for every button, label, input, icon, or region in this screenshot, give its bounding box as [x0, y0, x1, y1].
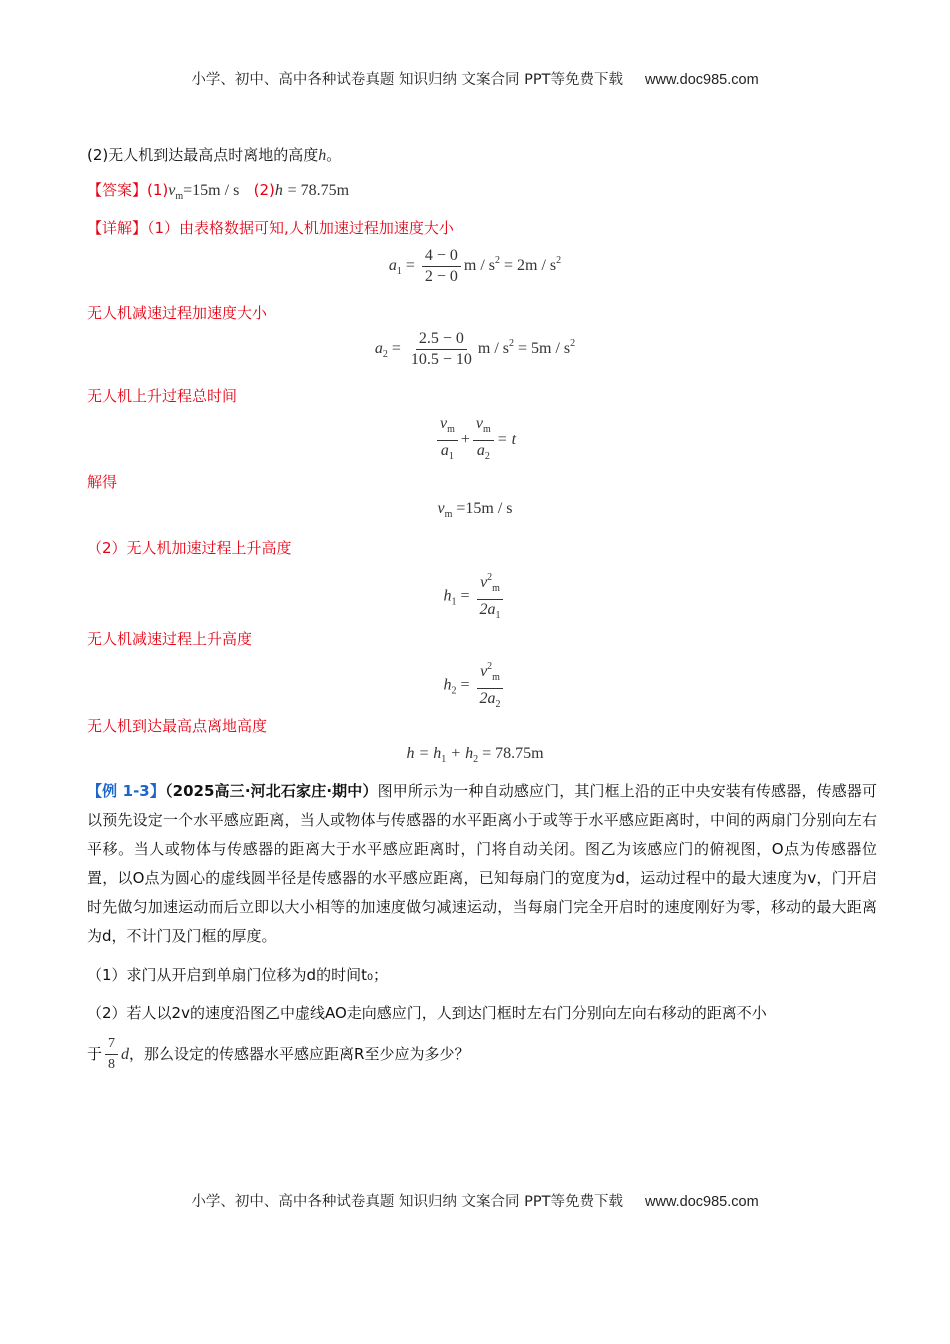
detail-line: [87, 217, 454, 238]
detail-label: 【详解】: [87, 219, 148, 237]
sub: 1: [396, 266, 402, 278]
m: m: [447, 424, 455, 435]
s: 1: [448, 451, 454, 462]
v: v: [439, 415, 448, 432]
example-paragraph: [87, 777, 877, 951]
s: 2: [473, 754, 479, 765]
text-decel: 无人机减速过程加速度大小: [87, 304, 268, 322]
h: h: [443, 676, 452, 694]
den: 2 − 0: [424, 268, 458, 285]
formula-h1: $h_1$ = $\frac{v^2_m}{2a_1}$: [0, 568, 950, 626]
q-text: (2)无人机到达最高点时离地的高度: [87, 146, 319, 164]
eq: =15m / s: [456, 500, 513, 517]
v: v: [168, 182, 176, 199]
s: 1: [441, 754, 447, 765]
page-header: [0, 68, 950, 89]
result: = 5m / s: [518, 340, 571, 358]
den: 2a: [479, 690, 496, 707]
a1: (1): [147, 181, 169, 199]
h: h: [274, 182, 283, 199]
text-h1: （2）无人机加速过程上升高度: [87, 539, 292, 557]
sub-question-2: （2）若人以2v的速度沿图乙中虚线AO走向感应门，人到达门框时左右门分别向左向右移动的距离不小: [87, 1004, 767, 1022]
var-h: h: [318, 147, 327, 164]
s: 1: [451, 596, 457, 608]
text-h: 无人机到达最高点离地高度: [87, 717, 268, 735]
formula-a1: $a_1$ = $\frac{4 - 0}{2 - 0}$ $m / s^2 = 2m / s^2$: [388, 247, 562, 285]
header-url[interactable]: www.doc985.com: [645, 72, 759, 88]
plus: +: [460, 431, 470, 449]
s: 2: [484, 451, 490, 462]
sub-m: m: [175, 191, 184, 202]
d: d: [121, 1046, 130, 1063]
q-pre: 于: [87, 1045, 103, 1063]
formula-time: $\frac{v_m}{a_1}$ + $\frac{v_m}{a_2}$ = t: [0, 414, 950, 467]
h: h: [443, 587, 452, 605]
sub-question-2-cont: [87, 1034, 469, 1075]
v: v: [480, 663, 488, 680]
ans1: =15m / s: [183, 182, 240, 199]
text-total-time: 无人机上升过程总时间: [87, 387, 238, 405]
text-h2: 无人机减速过程上升高度: [87, 630, 253, 648]
fraction: [422, 246, 461, 287]
question-2: [87, 144, 341, 165]
q-suffix: 。: [326, 146, 342, 164]
a: a: [374, 340, 383, 358]
sq: 2: [487, 572, 493, 583]
ans2: = 78.75m: [287, 182, 350, 199]
unit: m / s: [463, 257, 496, 275]
example-label: 【例 1-3】: [87, 782, 166, 800]
num: 2.5 − 0: [416, 329, 467, 350]
v: v: [437, 500, 445, 517]
text-solve: 解得: [87, 473, 118, 491]
answer-line: [87, 179, 349, 202]
page-footer: [0, 1190, 950, 1211]
den: 10.5 − 10: [410, 351, 472, 368]
num: 4 − 0: [422, 246, 461, 267]
detail-text: （1）由表格数据可知,人机加速过程加速度大小: [147, 219, 454, 237]
m: m: [444, 509, 453, 520]
s: 2: [451, 685, 457, 697]
formula-h: [0, 745, 950, 765]
formula-a2: $a_2$ = $\frac{2.5 - 0}{10.5 - 10}$ $m / s^2 = 5m / s^2$: [374, 330, 576, 368]
result: = 2m / s: [504, 257, 557, 275]
header-text: 小学、初中、高中各种试卷真题 知识归纳 文案合同 PPT等免费下载: [191, 72, 624, 88]
eq: = t: [496, 431, 517, 449]
eq: = 78.75m: [478, 745, 544, 762]
formula-h2: $h_2$ = $\frac{v^2_m}{2a_2}$: [0, 657, 950, 715]
footer-url[interactable]: www.doc985.com: [645, 1194, 759, 1210]
example-body: 图甲所示为一种自动感应门，其门框上沿的正中央安装有传感器，传感器可以预先设定一个水平感应距离，当人或物体与传感器的水平距离小于或等于水平感应距离时，中间的两扇门分别向左右平移。当人或物体与传感器的距离大于水平感应距离时，门将自动关闭。图乙为该感应门的俯视图，O点为传感器位置，以O点为圆心的虚线圆半径是传感器的水平感应距离，已知每扇门的宽度为d，运动过程中的最大速度为v，门开启时先做匀加速运动而后立即以大小相等的加速度做匀减速运动，当每扇门完全开启时的速度刚好为零，移动的最大距离为d，不计门及门框的厚度。: [87, 782, 877, 945]
a: a: [388, 257, 397, 275]
a2: (2): [253, 181, 275, 199]
q-post: ，那么设定的传感器水平感应距离R至少应为多少？: [129, 1045, 470, 1063]
formula-vm: [0, 500, 950, 520]
footer-text: 小学、初中、高中各种试卷真题 知识归纳 文案合同 PPT等免费下载: [191, 1194, 624, 1210]
answer-label: 【答案】: [87, 181, 148, 199]
num: 7: [105, 1034, 118, 1055]
sub: 2: [382, 349, 388, 361]
sq: 2: [487, 661, 493, 672]
plus: + h: [446, 745, 474, 762]
den: 2a: [479, 601, 496, 618]
fraction: [408, 329, 475, 370]
unit: m / s: [477, 340, 510, 358]
a: a: [440, 442, 449, 459]
den: 8: [108, 1057, 116, 1072]
h: h = h: [406, 745, 442, 762]
v: v: [480, 574, 488, 591]
example-source: （2025高三·河北石家庄·期中）: [165, 782, 378, 800]
sub-question-1: （1）求门从开启到单扇门位移为d的时间t₀；: [87, 966, 388, 984]
